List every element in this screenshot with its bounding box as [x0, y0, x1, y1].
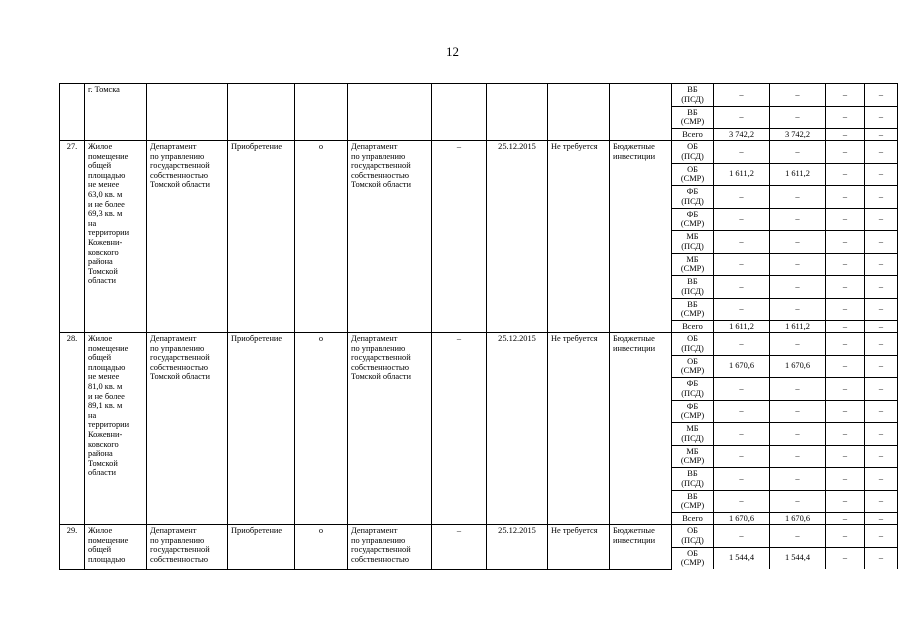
funding-source-cell: ВБ (ПСД) — [672, 276, 714, 299]
amount-cell: – — [826, 141, 865, 164]
amount-cell: – — [714, 276, 770, 299]
amount-cell: – — [826, 321, 865, 333]
funding-source-cell: МБ (ПСД) — [672, 231, 714, 254]
developer-cell: Департамент по управлению государственной собственностью Томской области — [348, 141, 432, 333]
capacity-cell: о — [295, 333, 348, 525]
funding-source-cell: ОБ (СМР) — [672, 547, 714, 569]
amount-cell: – — [865, 298, 898, 321]
amount-cell: 1 670,6 — [714, 355, 770, 378]
developer-cell — [348, 84, 432, 141]
funding-source-cell: ВБ (СМР) — [672, 490, 714, 513]
amount-cell: – — [826, 355, 865, 378]
amount-cell: – — [865, 513, 898, 525]
object-name-cell: Жилое помещение общей площадью — [85, 525, 147, 570]
amount-cell: – — [826, 129, 865, 141]
funding-source-cell: ОБ (СМР) — [672, 163, 714, 186]
work-type-cell: Приобретение — [228, 333, 295, 525]
completion-date-cell — [487, 84, 548, 141]
amount-cell: – — [714, 468, 770, 491]
funding-row — [60, 333, 898, 356]
amount-cell: – — [865, 423, 898, 446]
object-name-cell: Жилое помещение общей площадью не менее 63,0 кв. м и не более 69,3 кв. м на территории Кожевни- ковского района Томской области — [85, 141, 147, 333]
work-type-cell: Приобретение — [228, 525, 295, 570]
amount-cell: – — [826, 163, 865, 186]
amount-cell: – — [826, 298, 865, 321]
amount-cell: – — [770, 378, 826, 401]
capacity-cell: о — [295, 525, 348, 570]
funding-source-cell: Всего — [672, 129, 714, 141]
amount-cell: 1 544,4 — [770, 547, 826, 569]
expertise-cell: Не требуется — [548, 525, 610, 570]
customer-cell: Департамент по управлению государственной собственностью Томской области — [147, 333, 228, 525]
funding-source-cell: ВБ (ПСД) — [672, 468, 714, 491]
amount-cell: 1 611,2 — [714, 163, 770, 186]
funding-source-cell: ВБ (СМР) — [672, 106, 714, 129]
amount-cell: – — [714, 231, 770, 254]
amount-cell: – — [865, 378, 898, 401]
amount-cell: – — [826, 208, 865, 231]
funding-source-cell: МБ (СМР) — [672, 445, 714, 468]
page-number: 12 — [446, 44, 459, 59]
amount-cell: – — [770, 276, 826, 299]
amount-cell: 3 742,2 — [770, 129, 826, 141]
amount-cell: – — [770, 490, 826, 513]
funding-source-cell: ОБ (ПСД) — [672, 141, 714, 164]
amount-cell: – — [714, 141, 770, 164]
funding-source-cell: ФБ (ПСД) — [672, 378, 714, 401]
start-date-cell: – — [432, 141, 487, 333]
amount-cell: – — [770, 231, 826, 254]
amount-cell: – — [770, 186, 826, 209]
table-body — [60, 84, 898, 570]
amount-cell: – — [770, 84, 826, 107]
amount-cell: – — [714, 208, 770, 231]
funding-source-cell: Всего — [672, 321, 714, 333]
funding-form-cell: Бюджетные инвестиции — [610, 525, 672, 570]
amount-cell: – — [826, 468, 865, 491]
amount-cell: – — [714, 445, 770, 468]
capacity-cell: о — [295, 141, 348, 333]
amount-cell: – — [714, 490, 770, 513]
amount-cell: – — [865, 186, 898, 209]
amount-cell: – — [714, 106, 770, 129]
amount-cell: – — [714, 378, 770, 401]
amount-cell: – — [714, 423, 770, 446]
amount-cell: – — [714, 298, 770, 321]
amount-cell: – — [826, 378, 865, 401]
completion-date-cell: 25.12.2015 — [487, 333, 548, 525]
funding-source-cell: МБ (ПСД) — [672, 423, 714, 446]
amount-cell: – — [714, 186, 770, 209]
amount-cell: – — [865, 276, 898, 299]
start-date-cell — [432, 84, 487, 141]
amount-cell: 1 611,2 — [770, 163, 826, 186]
capacity-cell — [295, 84, 348, 141]
amount-cell: – — [714, 525, 770, 548]
amount-cell: – — [865, 525, 898, 548]
amount-cell: 1 670,6 — [770, 513, 826, 525]
amount-cell: – — [770, 106, 826, 129]
funding-source-cell: ВБ (СМР) — [672, 298, 714, 321]
amount-cell: – — [865, 141, 898, 164]
customer-cell: Департамент по управлению государственной собственностью Томской области — [147, 141, 228, 333]
expertise-cell — [548, 84, 610, 141]
funding-row — [60, 525, 898, 548]
start-date-cell: – — [432, 525, 487, 570]
funding-form-cell — [610, 84, 672, 141]
funding-source-cell: Всего — [672, 513, 714, 525]
completion-date-cell: 25.12.2015 — [487, 141, 548, 333]
funding-form-cell: Бюджетные инвестиции — [610, 333, 672, 525]
funding-source-cell: ОБ (ПСД) — [672, 525, 714, 548]
funding-source-cell: ФБ (СМР) — [672, 208, 714, 231]
amount-cell: – — [826, 231, 865, 254]
developer-cell: Департамент по управлению государственной собственностью — [348, 525, 432, 570]
amount-cell: – — [826, 84, 865, 107]
amount-cell: – — [770, 400, 826, 423]
amount-cell: – — [865, 445, 898, 468]
amount-cell: – — [865, 163, 898, 186]
amount-cell: – — [865, 400, 898, 423]
amount-cell: 1 611,2 — [714, 321, 770, 333]
amount-cell: – — [770, 423, 826, 446]
object-name-cell: Жилое помещение общей площадью не менее 81,0 кв. м и не более 89,1 кв. м на территории Кожевни- ковского района Томской области — [85, 333, 147, 525]
funding-row — [60, 84, 898, 107]
work-type-cell — [228, 84, 295, 141]
amount-cell: – — [865, 468, 898, 491]
amount-cell: 1 544,4 — [714, 547, 770, 569]
amount-cell: – — [865, 490, 898, 513]
amount-cell: – — [714, 84, 770, 107]
amount-cell: – — [714, 333, 770, 356]
amount-cell: – — [826, 445, 865, 468]
funding-source-cell: ФБ (СМР) — [672, 400, 714, 423]
amount-cell: 1 611,2 — [770, 321, 826, 333]
expertise-cell: Не требуется — [548, 333, 610, 525]
amount-cell: – — [826, 333, 865, 356]
amount-cell: – — [770, 141, 826, 164]
amount-cell: – — [826, 525, 865, 548]
funding-row — [60, 141, 898, 164]
object-name-cell: г. Томска — [85, 84, 147, 141]
amount-cell: – — [826, 547, 865, 569]
work-type-cell: Приобретение — [228, 141, 295, 333]
customer-cell: Департамент по управлению государственной собственностью — [147, 525, 228, 570]
amount-cell: – — [826, 253, 865, 276]
amount-cell: 1 670,6 — [714, 513, 770, 525]
item-number-cell — [60, 84, 85, 141]
amount-cell: – — [826, 423, 865, 446]
funding-source-cell: ВБ (ПСД) — [672, 84, 714, 107]
developer-cell: Департамент по управлению государственной собственностью Томской области — [348, 333, 432, 525]
amount-cell: – — [865, 129, 898, 141]
amount-cell: – — [865, 231, 898, 254]
amount-cell: – — [714, 253, 770, 276]
amount-cell: – — [865, 547, 898, 569]
funding-source-cell: ФБ (ПСД) — [672, 186, 714, 209]
item-number-cell: 27. — [60, 141, 85, 333]
amount-cell: 3 742,2 — [714, 129, 770, 141]
funding-source-cell: ОБ (СМР) — [672, 355, 714, 378]
amount-cell: – — [865, 208, 898, 231]
amount-cell: – — [770, 298, 826, 321]
amount-cell: – — [826, 106, 865, 129]
amount-cell: – — [770, 253, 826, 276]
item-number-cell: 28. — [60, 333, 85, 525]
funding-source-cell: ОБ (ПСД) — [672, 333, 714, 356]
amount-cell: – — [865, 333, 898, 356]
funding-form-cell: Бюджетные инвестиции — [610, 141, 672, 333]
completion-date-cell: 25.12.2015 — [487, 525, 548, 570]
amount-cell: – — [826, 490, 865, 513]
expertise-cell: Не требуется — [548, 141, 610, 333]
amount-cell: – — [714, 400, 770, 423]
amount-cell: – — [826, 400, 865, 423]
amount-cell: – — [826, 513, 865, 525]
customer-cell — [147, 84, 228, 141]
amount-cell: – — [865, 106, 898, 129]
item-number-cell: 29. — [60, 525, 85, 570]
amount-cell: – — [826, 276, 865, 299]
amount-cell: – — [770, 468, 826, 491]
amount-cell: – — [865, 84, 898, 107]
amount-cell: – — [865, 355, 898, 378]
amount-cell: – — [770, 208, 826, 231]
amount-cell: – — [770, 445, 826, 468]
investment-objects-table — [59, 83, 898, 570]
funding-source-cell: МБ (СМР) — [672, 253, 714, 276]
amount-cell: 1 670,6 — [770, 355, 826, 378]
amount-cell: – — [865, 253, 898, 276]
amount-cell: – — [770, 333, 826, 356]
start-date-cell: – — [432, 333, 487, 525]
amount-cell: – — [826, 186, 865, 209]
amount-cell: – — [770, 525, 826, 548]
amount-cell: – — [865, 321, 898, 333]
